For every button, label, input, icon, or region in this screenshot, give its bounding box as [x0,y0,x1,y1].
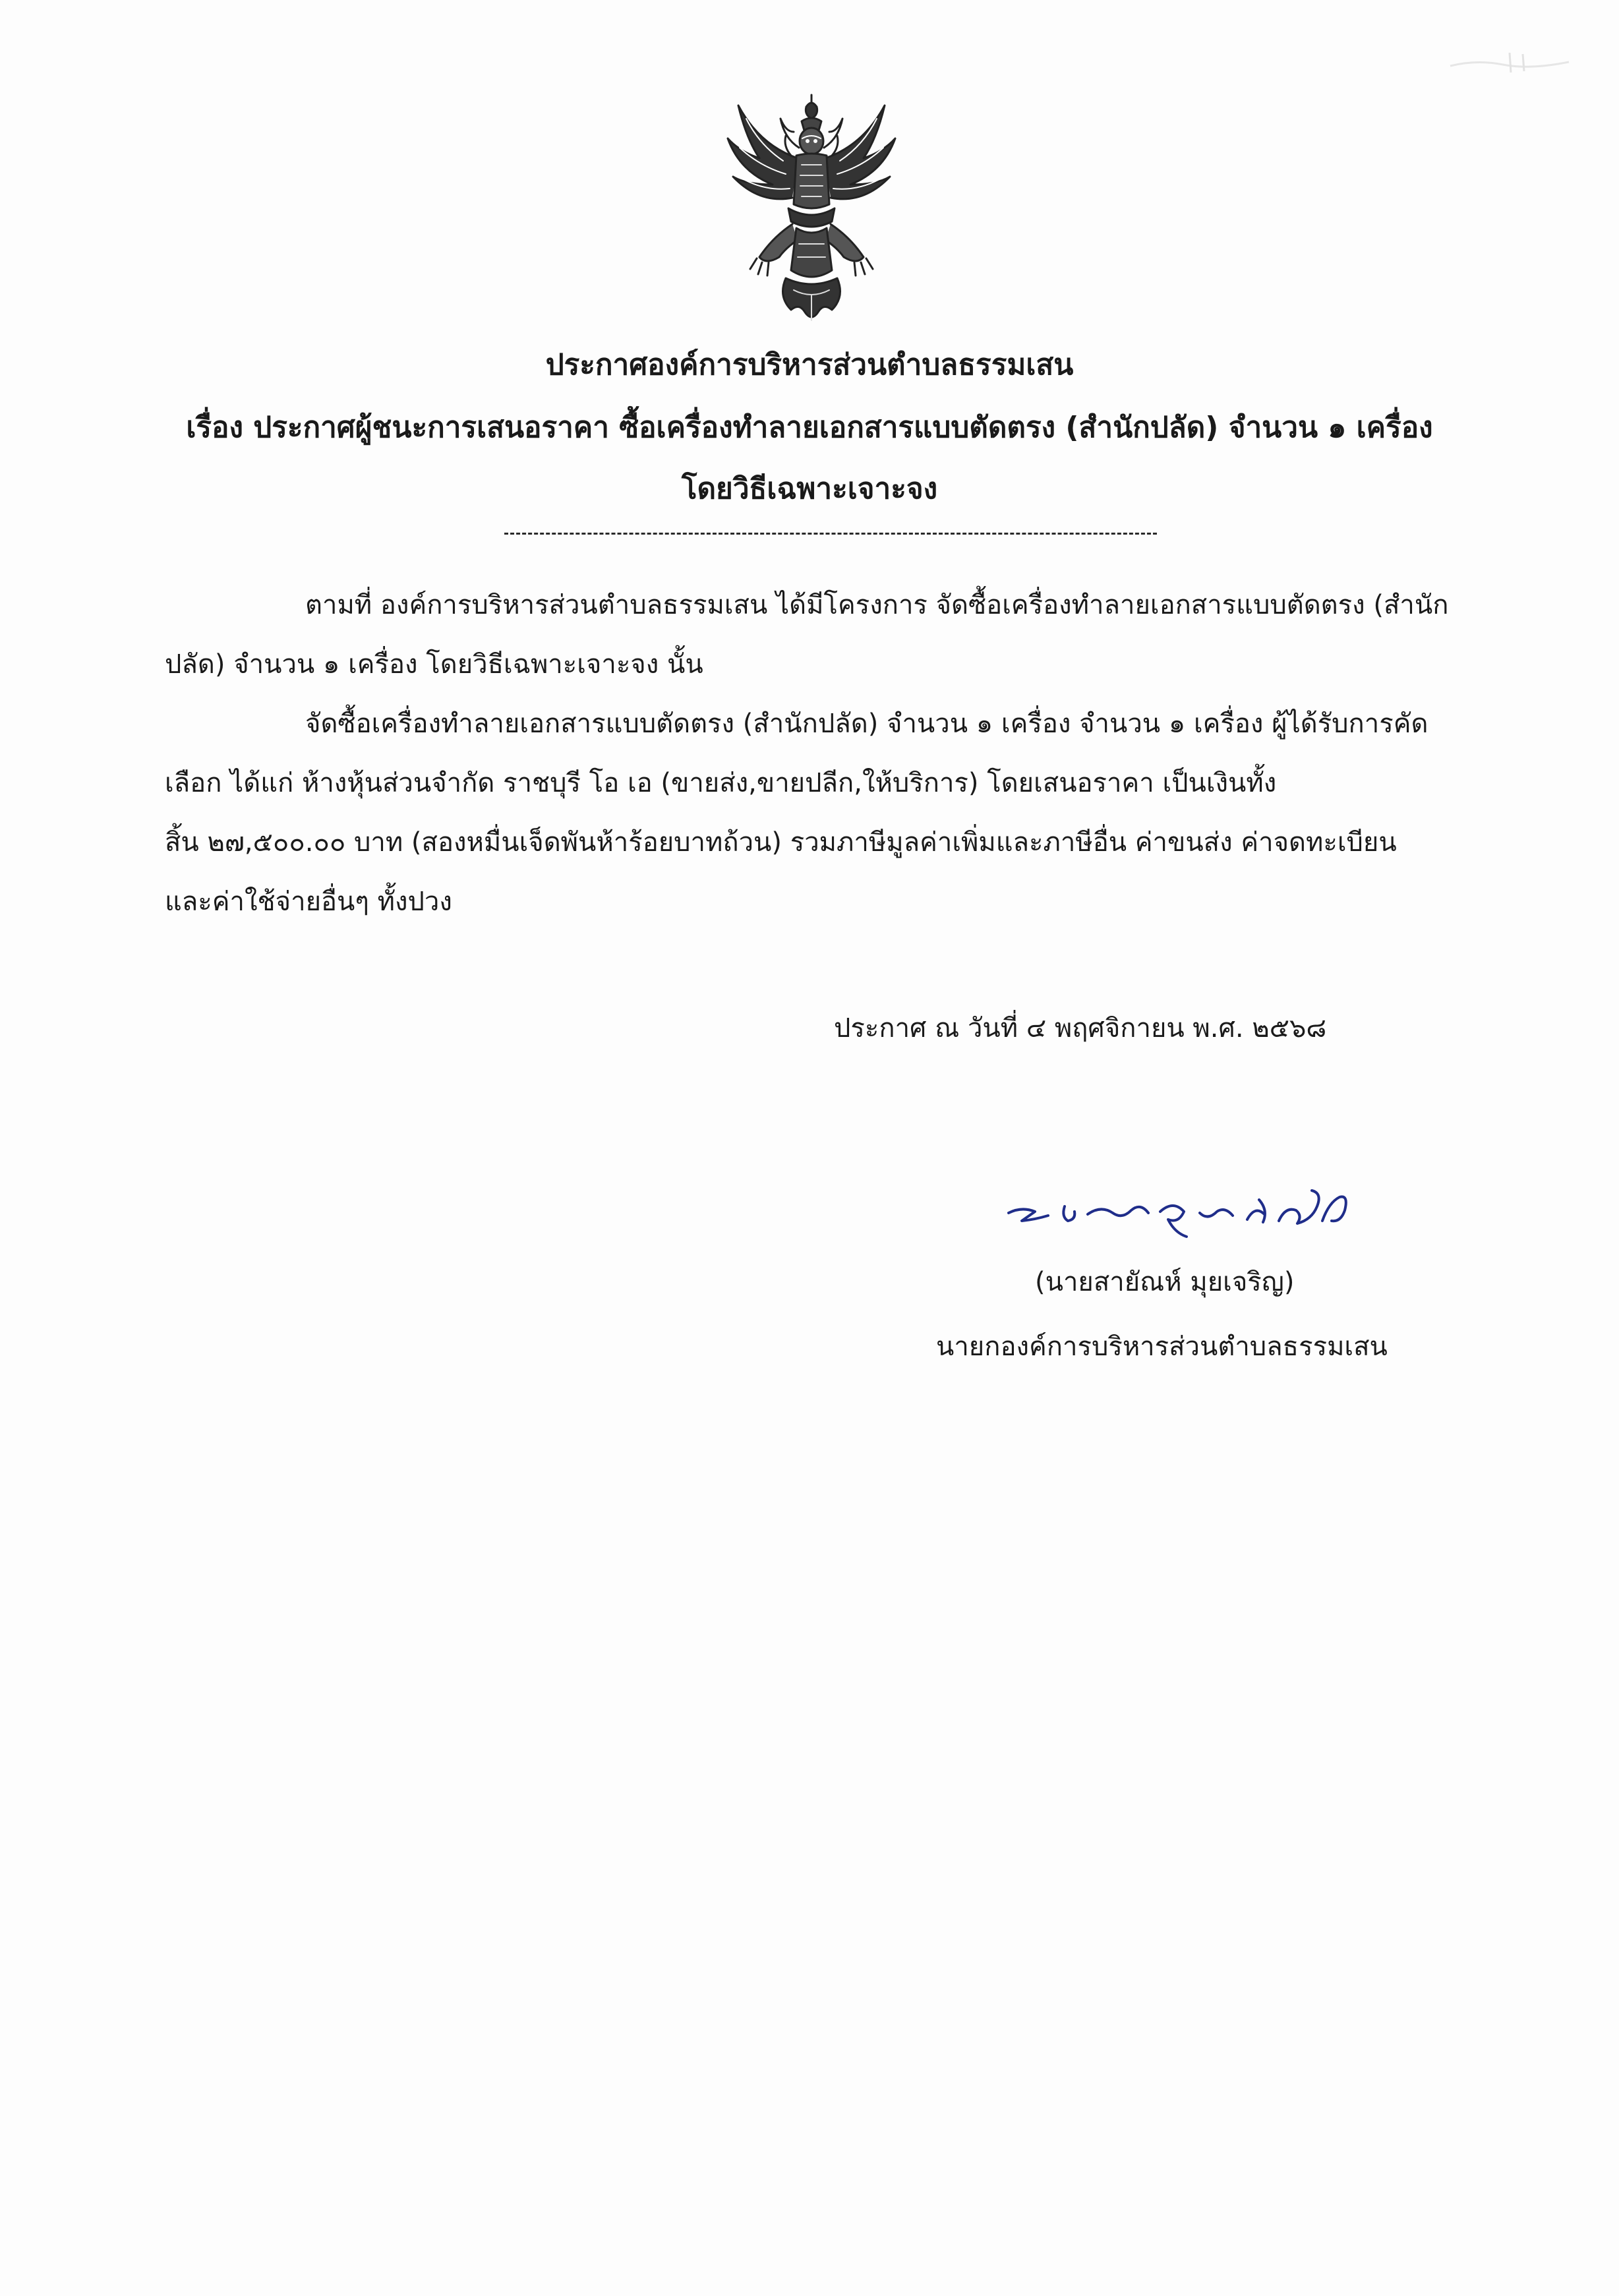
paragraph-1-line-1: ตามที่ องค์การบริหารส่วนตำบลธรรมเสน ได้มีโครงการ จัดซื้อเครื่องทำลายเอกสารแบบตัดตรง (สำนัก [305,590,1449,620]
paragraph-1-line-2: ปลัด) จำนวน ๑ เครื่อง โดยวิธีเฉพาะเจาะจง นั้น [165,649,703,680]
signer-position: นายกองค์การบริหารส่วนตำบลธรรมเสน [936,1332,1388,1362]
handwritten-signature-icon [1002,1173,1398,1246]
document-title: ประกาศองค์การบริหารส่วนตำบลธรรมเสน [545,348,1074,382]
garuda-emblem-icon [720,92,903,330]
paragraph-2-line-2: เลือก ได้แก่ ห้างหุ้นส่วนจำกัด ราชบุรี โอ เอ (ขายส่ง,ขายปลีก,ให้บริการ) โดยเสนอราคา เป็นเงินทั้ง [165,768,1277,798]
paragraph-2-line-1: จัดซื้อเครื่องทำลายเอกสารแบบตัดตรง (สำนักปลัด) จำนวน ๑ เครื่อง จำนวน ๑ เครื่อง ผู้ได้รับการคัด [305,709,1428,739]
procurement-method: โดยวิธีเฉพาะเจาะจง [681,472,938,506]
announcement-date: ประกาศ ณ วันที่ ๔ พฤศจิกายน พ.ศ. ๒๕๖๘ [834,1013,1327,1044]
scan-mark [1437,40,1582,79]
title-divider [504,533,1157,535]
document-subject: เรื่อง ประกาศผู้ชนะการเสนอราคา ซื้อเครื่องทำลายเอกสารแบบตัดตรง (สำนักปลัด) จำนวน ๑ เครื่อง [186,411,1433,444]
signer-name: (นายสายัณห์ มุยเจริญ) [1035,1267,1295,1297]
paragraph-2-line-4: และค่าใช้จ่ายอื่นๆ ทั้งปวง [165,887,452,917]
paragraph-2-line-3: สิ้น ๒๗,๕๐๐.๐๐ บาท (สองหมื่นเจ็ดพันห้าร้อยบาทถ้วน) รวมภาษีมูลค่าเพิ่มและภาษีอื่น ค่าขนส่ง ค่าจดทะเบียน [165,827,1397,858]
